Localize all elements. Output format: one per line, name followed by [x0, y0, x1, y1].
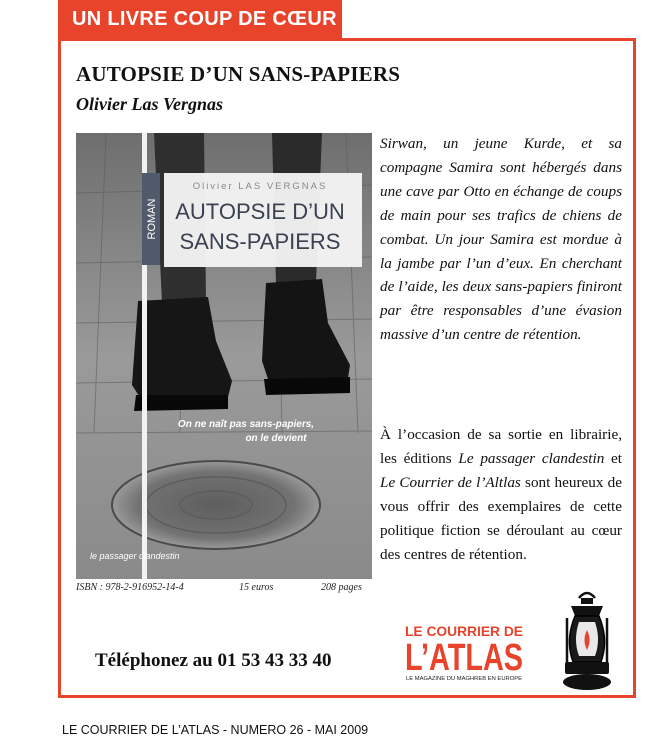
offer-text: [380, 423, 622, 566]
logo-tagline: LE MAGAZINE DU MAGHREB EN EUROPE: [406, 676, 523, 682]
book-isbn: ISBN : 978-2-916952-14-4: [76, 582, 184, 593]
book-description: Sirwan, un jeune Kurde, et sa compagne Samira sont hébergés dans une cave par Otto en échange de coups de main pour ses trafics de chiens de combat. Un jour Samira est mordue à la jambe par l’un d’eux. En cherchant de l’aide, les deux sans-papiers finiront par être responsables d’une évasion massive d’un centre de rétention.: [380, 135, 622, 344]
section-header: UN LIVRE COUP DE CŒUR: [58, 0, 342, 38]
offer-text-2: et: [604, 449, 622, 467]
cover-title-line1: AUTOPSIE D’UN: [175, 199, 345, 224]
offer-magazine: Le Courrier de l’Altlas: [380, 473, 521, 491]
phone-line: Téléphonez au 01 53 43 33 40: [95, 650, 332, 671]
logo-line2: L’ATLAS: [405, 637, 523, 679]
book-cover-art: [76, 133, 372, 579]
book-title: AUTOPSIE D’UN SANS-PAPIERS: [76, 62, 401, 86]
cover-title-line2: SANS-PAPIERS: [179, 229, 341, 254]
offer-text-1: À l’occasion de sa sortie en librairie, les éditions: [380, 426, 622, 467]
cover-genre: ROMAN: [146, 198, 158, 240]
magazine-logo: [403, 622, 525, 682]
logo-line1: LE COURRIER DE: [405, 624, 523, 639]
book-cover: [76, 133, 372, 579]
book-pages: 208 pages: [321, 582, 362, 593]
book-author: Olivier Las Vergnas: [76, 94, 224, 114]
cover-tagline-line2: on le devient: [245, 433, 307, 444]
cover-author: Olivier LAS VERGNAS: [192, 181, 328, 192]
offer-text-3: sont heureux de vous offrir des exemplaires de cette politique fiction se déroulant au cœur des centres de rétention.: [380, 473, 622, 563]
offer-publisher: Le passager clandestin: [458, 449, 605, 467]
book-price: 15 euros: [239, 582, 274, 593]
cover-tagline-line1: On ne naît pas sans-papiers,: [177, 419, 315, 430]
lantern-icon: [557, 588, 617, 692]
cover-publisher: le passager clandestin: [90, 551, 180, 561]
page-footer: LE COURRIER DE L’ATLAS - NUMERO 26 - MAI 2009: [62, 723, 369, 737]
